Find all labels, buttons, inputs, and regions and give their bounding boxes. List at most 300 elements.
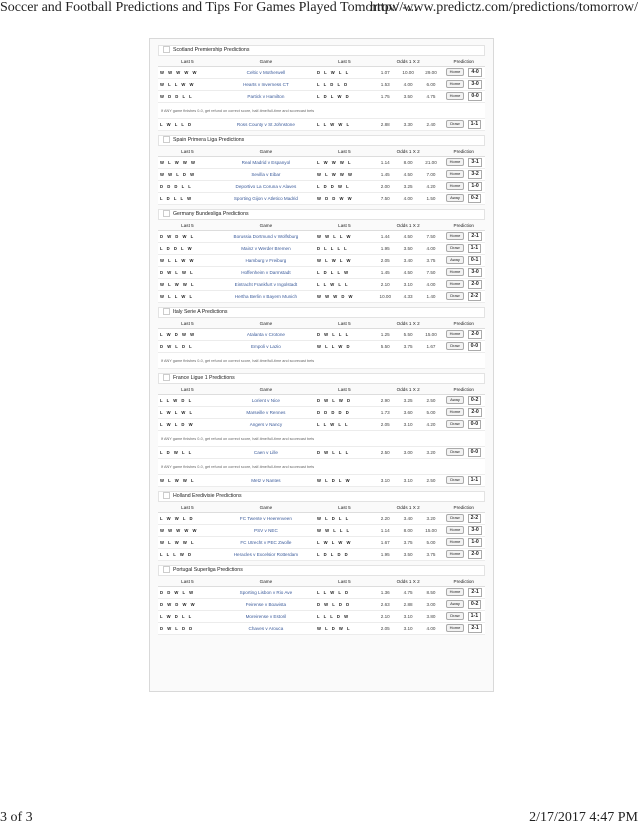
header-game: Game <box>217 576 315 587</box>
expand-icon[interactable] <box>163 308 170 315</box>
odds-away[interactable]: 3.00 <box>420 599 443 611</box>
away-form: W W W D W <box>315 291 374 303</box>
prediction-pick[interactable]: Home <box>446 80 465 88</box>
odds-draw[interactable]: 8.00 <box>397 157 420 169</box>
prediction-score: 0-0 <box>468 448 482 457</box>
prediction-cell <box>442 231 485 243</box>
match-link[interactable]: Atalanta v Crotone <box>217 329 315 341</box>
prediction-pick[interactable]: Draw <box>446 120 463 128</box>
odds-home[interactable]: 5.50 <box>374 341 397 353</box>
odds-away[interactable]: 3.20 <box>420 513 443 525</box>
home-form: L W D W W <box>158 329 217 341</box>
prediction-pick[interactable]: Draw <box>446 612 463 620</box>
odds-draw[interactable]: 3.30 <box>397 119 420 131</box>
odds-away[interactable]: 29.00 <box>420 67 443 79</box>
odds-draw[interactable]: 3.10 <box>397 279 420 291</box>
print-datetime: 2/17/2017 4:47 PM <box>529 810 638 825</box>
prediction-pick[interactable]: Home <box>446 550 465 558</box>
prediction-cell <box>442 267 485 279</box>
match-link[interactable]: PSV v NEC <box>217 525 315 537</box>
match-link[interactable]: Caen v Lille <box>217 447 315 459</box>
match-row <box>158 513 485 525</box>
prediction-score: 3-2 <box>468 170 482 179</box>
prediction-pick[interactable]: Home <box>446 158 465 166</box>
home-form: L W L W L <box>158 407 217 419</box>
prediction-pick[interactable]: Home <box>446 232 465 240</box>
away-form: L D D W L <box>315 181 374 193</box>
sections-container <box>158 45 485 639</box>
odds-draw[interactable]: 8.00 <box>397 525 420 537</box>
odds-home[interactable]: 2.10 <box>374 279 397 291</box>
prediction-pick[interactable]: Away <box>446 396 464 404</box>
odds-away[interactable]: 2.50 <box>420 395 443 407</box>
odds-away[interactable]: 1.67 <box>420 341 443 353</box>
match-row <box>158 623 485 635</box>
odds-home[interactable]: 2.00 <box>374 181 397 193</box>
home-form: D D D L L <box>158 181 217 193</box>
header-last5: Last 5 <box>158 318 217 329</box>
odds-away[interactable]: 7.50 <box>420 231 443 243</box>
odds-draw[interactable]: 4.00 <box>397 193 420 205</box>
prediction-score: 4-0 <box>468 68 482 77</box>
home-form: W L W W L <box>158 475 217 487</box>
odds-draw[interactable]: 3.50 <box>397 549 420 561</box>
odds-away[interactable]: 3.75 <box>420 549 443 561</box>
header-odds: Odds 1 X 2 <box>374 146 443 157</box>
away-form: L W L W W <box>315 537 374 549</box>
prediction-pick[interactable]: Home <box>446 588 465 596</box>
match-link[interactable]: Lorient v Nice <box>217 395 315 407</box>
header-odds: Odds 1 X 2 <box>374 576 443 587</box>
prediction-cell <box>442 341 485 353</box>
away-form: L L W L L <box>315 279 374 291</box>
header-game: Game <box>217 56 315 67</box>
odds-draw[interactable]: 4.50 <box>397 169 420 181</box>
match-row <box>158 395 485 407</box>
prediction-cell <box>442 279 485 291</box>
odds-draw[interactable]: 4.00 <box>397 79 420 91</box>
match-row <box>158 169 485 181</box>
header-odds: Odds 1 X 2 <box>374 384 443 395</box>
prediction-score: 3-1 <box>468 158 482 167</box>
home-form: L L L W D <box>158 549 217 561</box>
home-form: L W L D W <box>158 419 217 431</box>
prediction-score: 1-1 <box>468 120 482 129</box>
refund-note: If ANY game finishes 0-0, get refund on correct score, half-time/full-time and scorecast bets <box>158 459 485 475</box>
away-form: D L W L L <box>315 67 374 79</box>
match-link[interactable]: FC Utrecht v PEC Zwolle <box>217 537 315 549</box>
odds-draw[interactable]: 3.50 <box>397 91 420 103</box>
prediction-pick[interactable]: Draw <box>446 514 463 522</box>
odds-away[interactable]: 4.20 <box>420 181 443 193</box>
expand-icon[interactable] <box>163 492 170 499</box>
expand-icon[interactable] <box>163 210 170 217</box>
match-row <box>158 291 485 303</box>
prediction-pick[interactable]: Home <box>446 408 465 416</box>
prediction-pick[interactable]: Away <box>446 194 464 202</box>
header-prediction: Prediction <box>442 576 485 587</box>
header-last5: Last 5 <box>158 502 217 513</box>
prediction-pick[interactable]: Home <box>446 68 465 76</box>
prediction-score: 0-0 <box>468 342 482 351</box>
odds-draw[interactable]: 3.10 <box>397 419 420 431</box>
prediction-pick[interactable]: Home <box>446 170 465 178</box>
odds-away[interactable]: 4.00 <box>420 279 443 291</box>
prediction-pick[interactable]: Home <box>446 526 465 534</box>
home-form: L W D L L <box>158 611 217 623</box>
odds-home[interactable]: 1.73 <box>374 407 397 419</box>
odds-away[interactable]: 15.00 <box>420 525 443 537</box>
odds-away[interactable]: 7.00 <box>420 169 443 181</box>
odds-home[interactable]: 2.05 <box>374 255 397 267</box>
prediction-cell <box>442 181 485 193</box>
match-link[interactable]: Chaves v Arouca <box>217 623 315 635</box>
away-form: L D L L W <box>315 267 374 279</box>
prediction-pick[interactable]: Away <box>446 256 464 264</box>
odds-draw[interactable]: 4.33 <box>397 291 420 303</box>
match-link[interactable]: Celtic v Motherwell <box>217 67 315 79</box>
away-form: L L W L D <box>315 587 374 599</box>
home-form: W L W W L <box>158 537 217 549</box>
prediction-cell <box>442 193 485 205</box>
match-row <box>158 119 485 131</box>
odds-draw[interactable]: 10.00 <box>397 67 420 79</box>
header-game: Game <box>217 502 315 513</box>
odds-home[interactable]: 1.53 <box>374 79 397 91</box>
prediction-score: 0-2 <box>468 194 482 203</box>
home-form: W L L W W <box>158 255 217 267</box>
header-game: Game <box>217 220 315 231</box>
header-odds: Odds 1 X 2 <box>374 318 443 329</box>
home-form: L W W L D <box>158 513 217 525</box>
odds-away[interactable]: 21.00 <box>420 157 443 169</box>
odds-draw[interactable]: 3.25 <box>397 181 420 193</box>
page-title: Soccer and Football Predictions and Tips For Games Played Tomorrow -... <box>0 0 418 15</box>
predictions-table <box>158 56 485 131</box>
home-form: D W L W L <box>158 267 217 279</box>
odds-draw[interactable]: 3.10 <box>397 623 420 635</box>
header-last5-away: Last 5 <box>315 56 374 67</box>
match-link[interactable]: Real Madrid v Espanyol <box>217 157 315 169</box>
odds-draw[interactable]: 4.50 <box>397 231 420 243</box>
header-last5: Last 5 <box>158 146 217 157</box>
prediction-pick[interactable]: Home <box>446 268 465 276</box>
odds-home[interactable]: 2.20 <box>374 513 397 525</box>
odds-away[interactable]: 4.00 <box>420 623 443 635</box>
header-odds: Odds 1 X 2 <box>374 502 443 513</box>
predictions-table <box>158 318 485 369</box>
match-row <box>158 157 485 169</box>
away-form: L L W W L <box>315 119 374 131</box>
home-form: L L W D L <box>158 395 217 407</box>
page-number: 3 of 3 <box>0 810 33 825</box>
league-section <box>158 373 485 487</box>
odds-draw[interactable]: 5.50 <box>397 329 420 341</box>
match-link[interactable]: Ross County v St Johnstone <box>217 119 315 131</box>
odds-home[interactable]: 10.00 <box>374 291 397 303</box>
prediction-pick[interactable]: Home <box>446 182 465 190</box>
match-row <box>158 587 485 599</box>
prediction-score: 3-0 <box>468 526 482 535</box>
odds-away[interactable]: 3.75 <box>420 255 443 267</box>
odds-draw[interactable]: 3.40 <box>397 513 420 525</box>
prediction-cell <box>442 407 485 419</box>
prediction-pick[interactable]: Home <box>446 92 465 100</box>
prediction-cell <box>442 329 485 341</box>
match-row <box>158 599 485 611</box>
home-form: L W L L D <box>158 119 217 131</box>
prediction-score: 3-0 <box>468 268 482 277</box>
odds-away[interactable]: 4.75 <box>420 91 443 103</box>
prediction-pick[interactable]: Draw <box>446 476 463 484</box>
odds-away[interactable]: 4.00 <box>420 243 443 255</box>
expand-icon[interactable] <box>163 136 170 143</box>
expand-icon[interactable] <box>163 374 170 381</box>
section-title-text: Portugal Superliga Predictions <box>173 567 243 573</box>
match-row <box>158 549 485 561</box>
match-link[interactable]: Heracles v Excelsior Rotterdam <box>217 549 315 561</box>
expand-icon[interactable] <box>163 46 170 53</box>
away-form: W W L L L <box>315 525 374 537</box>
odds-away[interactable]: 8.50 <box>420 587 443 599</box>
away-form: W L W L W <box>315 255 374 267</box>
odds-away[interactable]: 3.80 <box>420 611 443 623</box>
match-row <box>158 279 485 291</box>
match-row <box>158 243 485 255</box>
prediction-score: 3-0 <box>468 80 482 89</box>
prediction-score: 0-0 <box>468 420 482 429</box>
header-prediction: Prediction <box>442 384 485 395</box>
odds-away[interactable]: 4.20 <box>420 419 443 431</box>
odds-draw[interactable]: 3.00 <box>397 447 420 459</box>
odds-home[interactable]: 2.63 <box>374 599 397 611</box>
match-link[interactable]: Moreirense v Estoril <box>217 611 315 623</box>
predictions-table <box>158 576 485 635</box>
match-row <box>158 329 485 341</box>
prediction-score: 2-0 <box>468 330 482 339</box>
match-link[interactable]: Empoli v Lazio <box>217 341 315 353</box>
match-row <box>158 475 485 487</box>
league-section <box>158 209 485 303</box>
match-row <box>158 419 485 431</box>
match-link[interactable]: Sporting Lisbon v Rio Ave <box>217 587 315 599</box>
prediction-pick[interactable]: Draw <box>446 448 463 456</box>
odds-away[interactable]: 6.00 <box>420 79 443 91</box>
odds-home[interactable]: 2.88 <box>374 119 397 131</box>
prediction-cell <box>442 447 485 459</box>
odds-home[interactable]: 1.36 <box>374 587 397 599</box>
header-game: Game <box>217 318 315 329</box>
prediction-cell <box>442 91 485 103</box>
odds-home[interactable]: 2.05 <box>374 419 397 431</box>
odds-home[interactable]: 1.14 <box>374 525 397 537</box>
away-form: W L L W D <box>315 341 374 353</box>
prediction-pick[interactable]: Home <box>446 280 465 288</box>
match-link[interactable]: FC Twente v Heerenveen <box>217 513 315 525</box>
page-header <box>0 0 638 16</box>
odds-away[interactable]: 1.40 <box>420 291 443 303</box>
odds-home[interactable]: 2.10 <box>374 611 397 623</box>
header-last5-away: Last 5 <box>315 576 374 587</box>
prediction-score: 0-2 <box>468 600 482 609</box>
home-form: W W L D W <box>158 169 217 181</box>
odds-home[interactable]: 1.67 <box>374 537 397 549</box>
predictions-panel <box>149 38 494 692</box>
odds-home[interactable]: 2.05 <box>374 623 397 635</box>
prediction-score: 2-1 <box>468 588 482 597</box>
prediction-pick[interactable]: Draw <box>446 244 463 252</box>
away-form: W L D W L <box>315 623 374 635</box>
away-form: W L D L W <box>315 475 374 487</box>
league-section <box>158 565 485 635</box>
away-form: D W L W D <box>315 395 374 407</box>
page-url[interactable]: http://www.predictz.com/predictions/tomorrow/ <box>369 0 638 15</box>
prediction-pick[interactable]: Draw <box>446 342 463 350</box>
odds-draw[interactable]: 4.75 <box>397 587 420 599</box>
match-row <box>158 231 485 243</box>
match-row <box>158 255 485 267</box>
match-link[interactable]: Hamburg v Freiburg <box>217 255 315 267</box>
home-form: W W W W W <box>158 67 217 79</box>
match-row <box>158 267 485 279</box>
header-last5-away: Last 5 <box>315 384 374 395</box>
section-title <box>158 307 485 318</box>
section-title <box>158 135 485 146</box>
match-link[interactable]: Angers v Nancy <box>217 419 315 431</box>
match-link[interactable]: Marseille v Rennes <box>217 407 315 419</box>
section-title-text: Spain Primera Liga Predictions <box>173 137 245 143</box>
odds-draw[interactable]: 3.75 <box>397 341 420 353</box>
odds-home[interactable]: 1.07 <box>374 67 397 79</box>
header-prediction: Prediction <box>442 220 485 231</box>
section-title-text: Germany Bundesliga Predictions <box>173 211 249 217</box>
odds-home[interactable]: 3.10 <box>374 475 397 487</box>
section-title-text: Holland Eredivisie Predictions <box>173 493 242 499</box>
odds-away[interactable]: 15.00 <box>420 329 443 341</box>
home-form: D W L D L <box>158 341 217 353</box>
away-form: L W W W L <box>315 157 374 169</box>
match-link[interactable]: Hoffenheim v Darmstadt <box>217 267 315 279</box>
match-row <box>158 341 485 353</box>
home-form: W D D L L <box>158 91 217 103</box>
odds-home[interactable]: 1.95 <box>374 549 397 561</box>
odds-home[interactable]: 1.45 <box>374 267 397 279</box>
odds-home[interactable]: 7.50 <box>374 193 397 205</box>
match-link[interactable]: Deportivo La Coruna v Alaves <box>217 181 315 193</box>
prediction-pick[interactable]: Home <box>446 330 465 338</box>
odds-away[interactable]: 7.50 <box>420 267 443 279</box>
prediction-score: 1-1 <box>468 476 482 485</box>
prediction-score: 0-1 <box>468 256 482 265</box>
match-link[interactable]: Hertha Berlin v Bayern Munich <box>217 291 315 303</box>
header-last5-away: Last 5 <box>315 502 374 513</box>
header-prediction: Prediction <box>442 318 485 329</box>
prediction-cell <box>442 157 485 169</box>
prediction-score: 1-0 <box>468 182 482 191</box>
predictions-table <box>158 384 485 487</box>
odds-away[interactable]: 3.20 <box>420 447 443 459</box>
odds-draw[interactable]: 4.50 <box>397 267 420 279</box>
odds-draw[interactable]: 3.10 <box>397 475 420 487</box>
prediction-cell <box>442 611 485 623</box>
match-link[interactable]: Metz v Nantes <box>217 475 315 487</box>
match-link[interactable]: Mainz v Werder Bremen <box>217 243 315 255</box>
away-form: D W L L L <box>315 329 374 341</box>
odds-draw[interactable]: 3.60 <box>397 407 420 419</box>
section-title <box>158 45 485 56</box>
match-link[interactable]: Sevilla v Eibar <box>217 169 315 181</box>
odds-home[interactable]: 1.45 <box>374 169 397 181</box>
match-link[interactable]: Borussia Dortmund v Wolfsburg <box>217 231 315 243</box>
league-section <box>158 45 485 131</box>
odds-home[interactable]: 2.90 <box>374 395 397 407</box>
match-row <box>158 67 485 79</box>
odds-away[interactable]: 2.40 <box>420 119 443 131</box>
match-row <box>158 537 485 549</box>
odds-home[interactable]: 1.44 <box>374 231 397 243</box>
home-form: W W W W W <box>158 525 217 537</box>
expand-icon[interactable] <box>163 566 170 573</box>
odds-home[interactable]: 1.75 <box>374 91 397 103</box>
match-row <box>158 91 485 103</box>
home-form: D D W L W <box>158 587 217 599</box>
prediction-score: 2-0 <box>468 550 482 559</box>
match-link[interactable]: Sporting Gijon v Atletico Madrid <box>217 193 315 205</box>
odds-draw[interactable]: 3.10 <box>397 611 420 623</box>
refund-note: If ANY game finishes 0-0, get refund on correct score, half-time/full-time and scorecast bets <box>158 353 485 369</box>
prediction-cell <box>442 79 485 91</box>
away-form: D W L L L <box>315 447 374 459</box>
section-title <box>158 565 485 576</box>
prediction-pick[interactable]: Away <box>446 600 464 608</box>
odds-draw[interactable]: 3.75 <box>397 537 420 549</box>
odds-draw[interactable]: 2.88 <box>397 599 420 611</box>
odds-away[interactable]: 5.00 <box>420 537 443 549</box>
match-row <box>158 447 485 459</box>
odds-home[interactable]: 2.50 <box>374 447 397 459</box>
match-link[interactable]: Hearts v Inverness CT <box>217 79 315 91</box>
prediction-cell <box>442 525 485 537</box>
home-form: W L L W W <box>158 79 217 91</box>
refund-note: If ANY game finishes 0-0, get refund on correct score, half-time/full-time and scorecast bets <box>158 103 485 119</box>
match-link[interactable]: Partick v Hamilton <box>217 91 315 103</box>
match-link[interactable]: Eintracht Frankfurt v Ingolstadt <box>217 279 315 291</box>
away-form: W D D W W <box>315 193 374 205</box>
odds-away[interactable]: 1.50 <box>420 193 443 205</box>
prediction-cell <box>442 587 485 599</box>
predictions-table <box>158 502 485 561</box>
prediction-pick[interactable]: Draw <box>446 292 463 300</box>
odds-home[interactable]: 1.25 <box>374 329 397 341</box>
match-link[interactable]: Feirense v Boavista <box>217 599 315 611</box>
prediction-pick[interactable]: Home <box>446 538 465 546</box>
prediction-pick[interactable]: Draw <box>446 420 463 428</box>
odds-away[interactable]: 5.00 <box>420 407 443 419</box>
odds-draw[interactable]: 3.50 <box>397 243 420 255</box>
odds-away[interactable]: 2.50 <box>420 475 443 487</box>
odds-draw[interactable]: 3.25 <box>397 395 420 407</box>
header-odds: Odds 1 X 2 <box>374 220 443 231</box>
prediction-score: 1-0 <box>468 538 482 547</box>
odds-draw[interactable]: 3.40 <box>397 255 420 267</box>
refund-note: If ANY game finishes 0-0, get refund on correct score, half-time/full-time and scorecast bets <box>158 431 485 447</box>
section-title <box>158 373 485 384</box>
home-form: W L L W L <box>158 291 217 303</box>
home-form: L D D L W <box>158 243 217 255</box>
prediction-pick[interactable]: Home <box>446 624 465 632</box>
odds-home[interactable]: 1.14 <box>374 157 397 169</box>
odds-home[interactable]: 1.95 <box>374 243 397 255</box>
